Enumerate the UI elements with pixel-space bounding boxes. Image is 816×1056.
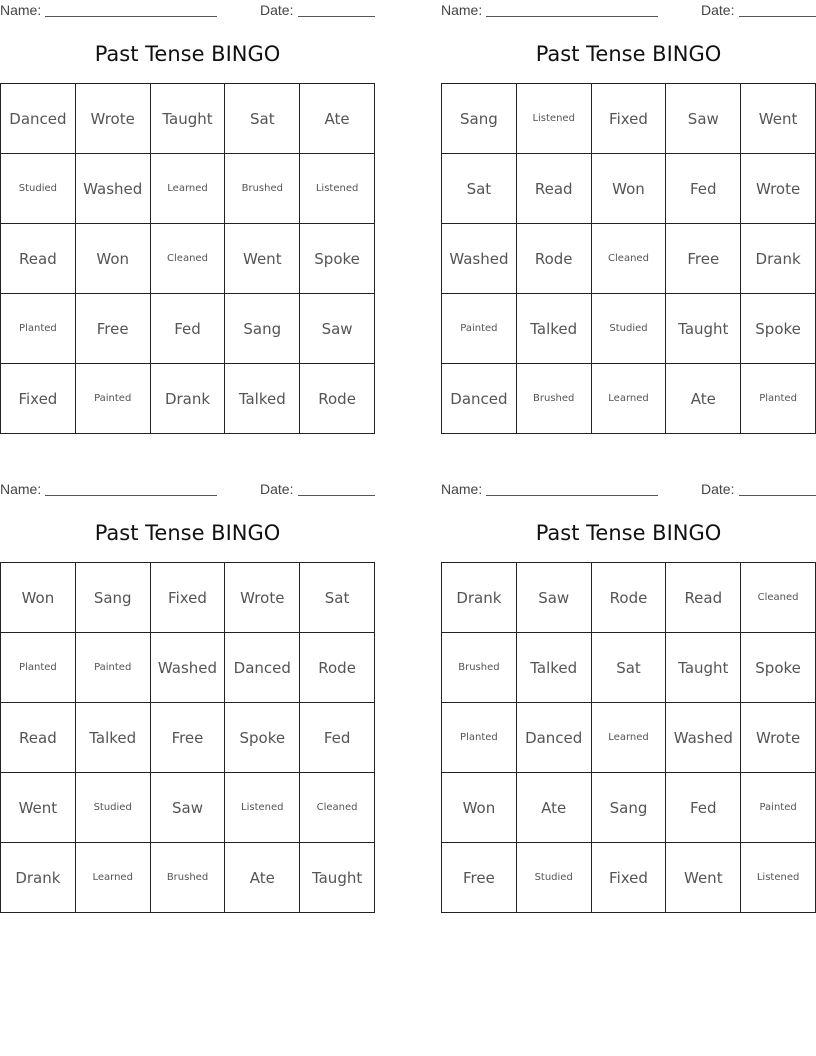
name-label: Name: bbox=[0, 481, 42, 497]
bingo-cell: Planted bbox=[442, 703, 517, 773]
bingo-cell: Wrote bbox=[741, 154, 816, 224]
bingo-cell: Drank bbox=[1, 843, 76, 913]
bingo-cell: Washed bbox=[151, 633, 226, 703]
bingo-cell: Washed bbox=[76, 154, 151, 224]
card-header bbox=[0, 479, 375, 501]
bingo-cell: Studied bbox=[517, 843, 592, 913]
bingo-cell: Planted bbox=[741, 364, 816, 434]
bingo-cell: Washed bbox=[442, 224, 517, 294]
bingo-cell: Spoke bbox=[741, 633, 816, 703]
bingo-cell: Fed bbox=[666, 773, 741, 843]
bingo-cell: Sang bbox=[76, 563, 151, 633]
bingo-cell: Fixed bbox=[592, 84, 667, 154]
date-line bbox=[298, 16, 375, 17]
bingo-cell: Wrote bbox=[76, 84, 151, 154]
bingo-cell: Sat bbox=[300, 563, 375, 633]
bingo-cell: Saw bbox=[517, 563, 592, 633]
bingo-cell: Sat bbox=[592, 633, 667, 703]
bingo-cell: Cleaned bbox=[151, 224, 226, 294]
bingo-cell: Fed bbox=[300, 703, 375, 773]
date-label: Date: bbox=[260, 2, 294, 18]
date-line bbox=[739, 16, 816, 17]
bingo-cell: Fed bbox=[151, 294, 226, 364]
bingo-cell: Spoke bbox=[300, 224, 375, 294]
bingo-cell: Drank bbox=[151, 364, 226, 434]
bingo-cell: Read bbox=[666, 563, 741, 633]
bingo-cell: Ate bbox=[517, 773, 592, 843]
date-label: Date: bbox=[701, 481, 735, 497]
bingo-cell: Cleaned bbox=[300, 773, 375, 843]
card-header bbox=[441, 0, 816, 22]
bingo-cell: Learned bbox=[592, 703, 667, 773]
name-line bbox=[486, 495, 658, 496]
date-label: Date: bbox=[260, 481, 294, 497]
name-label: Name: bbox=[0, 2, 42, 18]
bingo-cell: Sang bbox=[442, 84, 517, 154]
bingo-cell: Ate bbox=[666, 364, 741, 434]
bingo-cell: Rode bbox=[300, 633, 375, 703]
bingo-cell: Cleaned bbox=[741, 563, 816, 633]
bingo-cell: Fixed bbox=[1, 364, 76, 434]
date-line bbox=[298, 495, 375, 496]
bingo-cell: Fixed bbox=[151, 563, 226, 633]
bingo-cell: Planted bbox=[1, 633, 76, 703]
bingo-cell: Studied bbox=[1, 154, 76, 224]
bingo-cell: Saw bbox=[666, 84, 741, 154]
bingo-cell: Sat bbox=[442, 154, 517, 224]
bingo-cell: Free bbox=[151, 703, 226, 773]
name-line bbox=[45, 495, 217, 496]
bingo-cell: Saw bbox=[300, 294, 375, 364]
bingo-cell: Won bbox=[442, 773, 517, 843]
bingo-cell: Went bbox=[666, 843, 741, 913]
bingo-cell: Drank bbox=[442, 563, 517, 633]
bingo-cell: Rode bbox=[592, 563, 667, 633]
bingo-cell: Brushed bbox=[151, 843, 226, 913]
bingo-cell: Painted bbox=[442, 294, 517, 364]
bingo-cell: Saw bbox=[151, 773, 226, 843]
bingo-cell: Painted bbox=[741, 773, 816, 843]
bingo-cell: Talked bbox=[517, 294, 592, 364]
name-label: Name: bbox=[441, 481, 483, 497]
bingo-cell: Talked bbox=[225, 364, 300, 434]
date-label: Date: bbox=[701, 2, 735, 18]
bingo-cell: Read bbox=[517, 154, 592, 224]
bingo-cell: Ate bbox=[300, 84, 375, 154]
bingo-cell: Danced bbox=[225, 633, 300, 703]
bingo-cell: Taught bbox=[666, 633, 741, 703]
bingo-cell: Learned bbox=[592, 364, 667, 434]
bingo-grid bbox=[0, 83, 375, 434]
bingo-cell: Washed bbox=[666, 703, 741, 773]
bingo-cell: Wrote bbox=[225, 563, 300, 633]
bingo-cell: Won bbox=[592, 154, 667, 224]
bingo-cell: Fed bbox=[666, 154, 741, 224]
bingo-cell: Painted bbox=[76, 364, 151, 434]
bingo-cell: Rode bbox=[517, 224, 592, 294]
bingo-cell: Read bbox=[1, 703, 76, 773]
bingo-cell: Went bbox=[741, 84, 816, 154]
bingo-cell: Spoke bbox=[741, 294, 816, 364]
bingo-cell: Learned bbox=[151, 154, 226, 224]
bingo-cell: Free bbox=[76, 294, 151, 364]
bingo-cell: Listened bbox=[741, 843, 816, 913]
bingo-cell: Listened bbox=[517, 84, 592, 154]
bingo-cell: Painted bbox=[76, 633, 151, 703]
card-title: Past Tense BINGO bbox=[94, 521, 281, 545]
bingo-cell: Free bbox=[442, 843, 517, 913]
date-line bbox=[739, 495, 816, 496]
bingo-cell: Brushed bbox=[442, 633, 517, 703]
card-title: Past Tense BINGO bbox=[535, 521, 722, 545]
bingo-cell: Won bbox=[1, 563, 76, 633]
bingo-cell: Brushed bbox=[225, 154, 300, 224]
bingo-cell: Fixed bbox=[592, 843, 667, 913]
bingo-cell: Wrote bbox=[741, 703, 816, 773]
bingo-cell: Danced bbox=[517, 703, 592, 773]
bingo-cell: Drank bbox=[741, 224, 816, 294]
bingo-cell: Went bbox=[225, 224, 300, 294]
bingo-cell: Won bbox=[76, 224, 151, 294]
bingo-cell: Sang bbox=[592, 773, 667, 843]
bingo-cell: Cleaned bbox=[592, 224, 667, 294]
bingo-cell: Planted bbox=[1, 294, 76, 364]
bingo-cell: Sat bbox=[225, 84, 300, 154]
bingo-grid bbox=[0, 562, 375, 913]
card-title: Past Tense BINGO bbox=[535, 42, 722, 66]
card-header bbox=[0, 0, 375, 22]
bingo-cell: Taught bbox=[300, 843, 375, 913]
bingo-cell: Ate bbox=[225, 843, 300, 913]
bingo-grid bbox=[441, 562, 816, 913]
bingo-cell: Danced bbox=[442, 364, 517, 434]
bingo-cell: Studied bbox=[76, 773, 151, 843]
bingo-cell: Spoke bbox=[225, 703, 300, 773]
bingo-cell: Danced bbox=[1, 84, 76, 154]
bingo-cell: Rode bbox=[300, 364, 375, 434]
name-line bbox=[45, 16, 217, 17]
bingo-grid bbox=[441, 83, 816, 434]
bingo-cell: Read bbox=[1, 224, 76, 294]
bingo-cell: Sang bbox=[225, 294, 300, 364]
bingo-cell: Free bbox=[666, 224, 741, 294]
bingo-cell: Brushed bbox=[517, 364, 592, 434]
card-title: Past Tense BINGO bbox=[94, 42, 281, 66]
bingo-cell: Taught bbox=[666, 294, 741, 364]
bingo-cell: Talked bbox=[76, 703, 151, 773]
bingo-cell: Listened bbox=[300, 154, 375, 224]
name-line bbox=[486, 16, 658, 17]
bingo-cell: Learned bbox=[76, 843, 151, 913]
name-label: Name: bbox=[441, 2, 483, 18]
bingo-cell: Listened bbox=[225, 773, 300, 843]
bingo-cell: Taught bbox=[151, 84, 226, 154]
bingo-cell: Studied bbox=[592, 294, 667, 364]
card-header bbox=[441, 479, 816, 501]
bingo-cell: Talked bbox=[517, 633, 592, 703]
bingo-cell: Went bbox=[1, 773, 76, 843]
